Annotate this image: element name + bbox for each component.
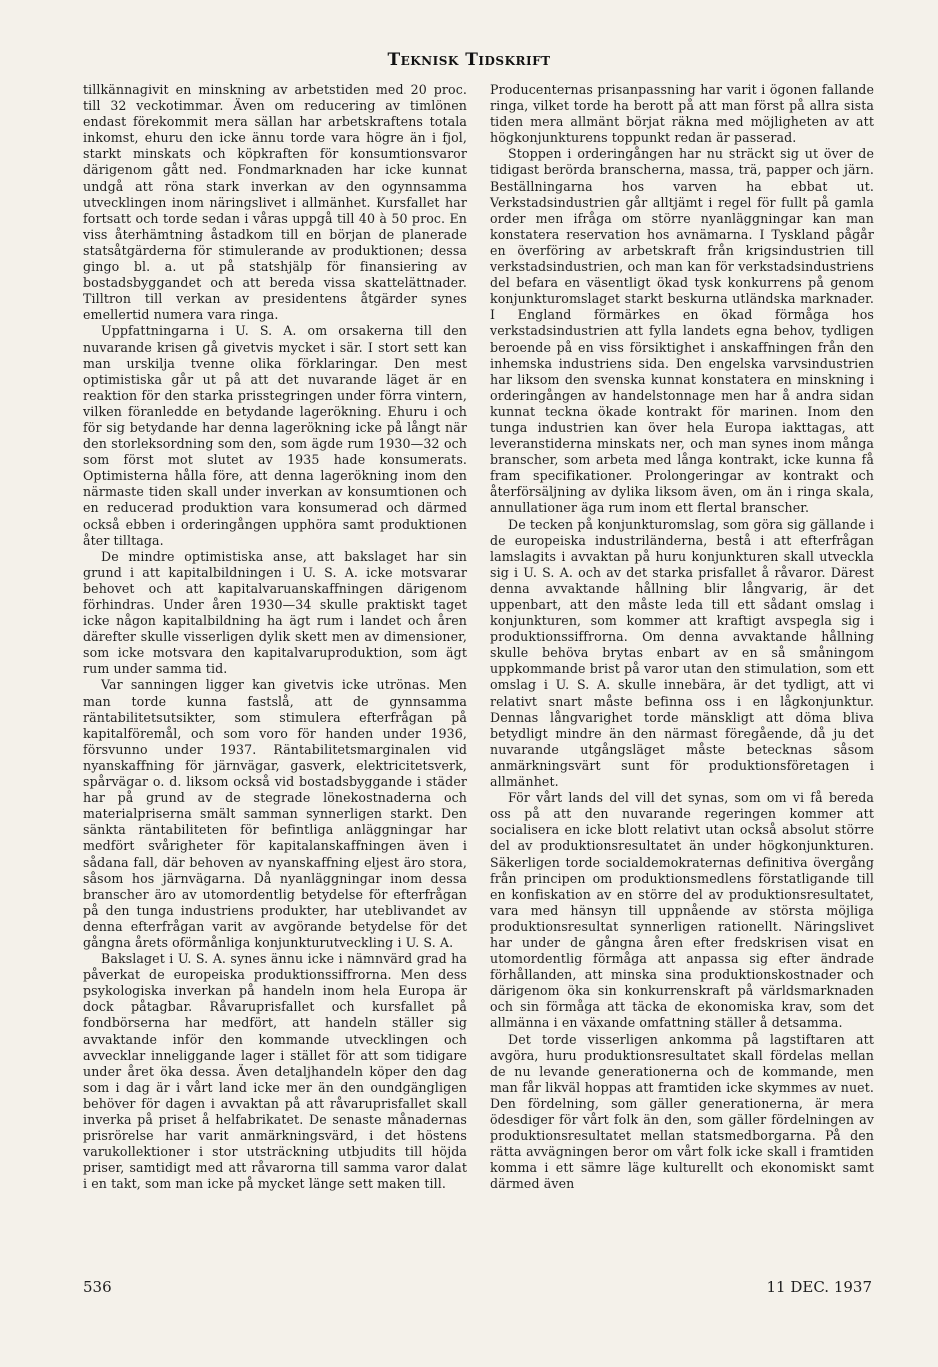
paragraph: För vårt lands del vill det synas, som om vi få bereda oss på att den nuvarande regeringen kommer att socialisera en icke blott relativt utan också absolut större del av produktionsresultatet än under högkonjunkturen. Säkerligen torde socialdemokraternas definitiva övergång från principen om produktionsmedlens förstatligande till en konfiskation av en större del av produktionsresultatet, vara med hänsyn till uppnående av största möjliga produktionsresultat synnerligen rationellt. Näringslivet har under de gångna åren efter fredskrisen visat en utomordentlig förmåga att anpassa sig efter ändrade förhållanden, att minska sina produktionskostnader och därigenom öka sin konkurrenskraft på världsmarknaden och sin förmåga att täcka de ekonomiska krav, som det allmänna i en växande omfattning ställer å detsamma.: [490, 790, 874, 1031]
right-column: [490, 82, 874, 1192]
paragraph: De mindre optimistiska anse, att bakslaget har sin grund i att kapitalbildningen i U. S. A. icke motsvarar behovet och att kapitalvaruanskaffningen därigenom förhindras. Under åren 1930—34 skulle praktiskt taget icke någon kapitalbildning ha ägt rum i landet och åren därefter skulle visserligen dylik skett men av dimensioner, som icke motsvara den kapitalvaruproduktion, som ägt rum under samma tid.: [83, 548, 467, 677]
issue-date: 11 DEC. 1937: [766, 1278, 872, 1296]
paragraph: Stoppen i orderingången har nu sträckt sig ut över de tidigast berörda branscherna, massa, trä, papper och järn. Beställningarna hos varven ha ebbat ut. Verkstadsindustrien går alltjämt i regel för fullt på gamla order men ifråga om större nyanläggningar kan man konstatera reservation hos avnämarna. I Tyskland pågår en överföring av arbetskraft från krigsindustrien till verkstadsindustrien, och man kan för verkstadsindustriens del befara en väsentligt ökad tysk konkurrens på genom konjunkturomslaget starkt beskurna utländska marknader. I England förmärkes en ökad förmåga hos verkstadsindustrien att fylla landets egna behov, tydligen beroende på en viss försiktighet i anskaffningen från den inhemska industriens sida. Den engelska varvsindustrien har liksom den svenska kunnat konstatera en minskning i orderingången av handelstonnage men har å andra sidan kunnat teckna ökade kontrakt för marinen. Inom den tunga industrien kan över hela Europa iakttagas, att leveranstiderna minskats ner, och man synes inom många branscher, som arbeta med långa kontrakt, icke kunna få fram specifikationer. Prolongeringar av kontrakt och återförsäljning av dylika liksom även, om än i ringa skala, annullationer äga rum inom ett flertal branscher.: [490, 146, 874, 516]
paragraph: tillkännagivit en minskning av arbetstiden med 20 proc. till 32 veckotimmar. Även om reducering av timlönen endast förekommit mera sällan har arbetskraftens totala inkomst, ehuru den icke ännu torde vara högre än i fjol, starkt minskats och köpkraften för konsumtionsvaror därigenom gått ned. Fondmarknaden har icke kunnat undgå att röna stark inverkan av den ogynnsamma utvecklingen inom näringslivet i allmänhet. Kursfallet har fortsatt och torde sedan i våras uppgå till 40 à 50 proc. En viss återhämtning åstadkom till en början de planerade statsåtgärderna för stimulerande av produktionen; dessa gingo bl. a. ut på statshjälp för finansiering av bostadsbyggandet och att bereda vissa skattelättnader. Tilltron till verkan av presidentens åtgärder synes emellertid numera vara ringa.: [83, 82, 467, 323]
left-column: [83, 82, 467, 1192]
journal-title: Teknisk Tidskrift: [387, 50, 551, 70]
paragraph: Det torde visserligen ankomma på lagstiftaren att avgöra, huru produktionsresultatet skall fördelas mellan de nu levande generationerna och de kommande, men man får likväl hoppas att framtiden icke skymmes av nuet. Den fördelning, som gäller generationerna, är mera ödesdiger för vårt folk än den, som gäller fördelningen av produktionsresultatet mellan statsmedborgarna. På den rätta avvägningen beror om vårt folk icke skall i framtiden komma i ett sämre läge kulturellt och ekonomiskt samt därmed även: [490, 1031, 874, 1192]
paragraph: Uppfattningarna i U. S. A. om orsakerna till den nuvarande krisen gå givetvis mycket i sär. I stort sett kan man urskilja tvenne olika förklaringar. Den mest optimistiska går ut på att det nuvarande läget är en reaktion för den starka prisstegringen under förra vintern, vilken föranledde en betydande lagerökning. Ehuru i och för sig betydande har denna lagerökning icke på långt när den storleksordning som den, som ägde rum 1930—32 och som först mot slutet av 1935 hade konsumerats. Optimisterna hålla före, att denna lagerökning inom den närmaste tiden skall under inverkan av konsumtionen och en reducerad produktion vara konsumerad och därmed också ebben i orderingången upphöra samt produktionen åter tilltaga.: [83, 323, 467, 548]
paragraph: Bakslaget i U. S. A. synes ännu icke i nämnvärd grad ha påverkat de europeiska produktionssiffrorna. Men dess psykologiska inverkan på handeln inom hela Europa är dock påtagbar. Råvaruprisfallet och kursfallet på fondbörserna har medfört, att handeln ställer sig avvaktande inför den kommande utvecklingen och avvecklar inneliggande lager i stället för att som tidigare under året öka dessa. Även detaljhandeln köper den dag som i dag är i vårt land icke mer än den oundgängligen behöver för dagen i avvaktan på att råvaruprisfallet skall inverka på priset å helfabrikatet. De senaste månadernas prisrörelse har varit anmärkningsvärd, i det höstens varukollektioner i stor utsträckning utbjudits till höjda priser, samtidigt med att råvarorna till samma varor dalat i en takt, som man icke på mycket länge sett maken till.: [83, 951, 467, 1192]
paragraph: Producenternas prisanpassning har varit i ögonen fallande ringa, vilket torde ha berott på att man först på allra sista tiden mera allmänt börjat räkna med möjligheten av att högkonjunkturens toppunkt redan är passerad.: [490, 82, 874, 146]
paragraph: Var sanningen ligger kan givetvis icke utrönas. Men man torde kunna fastslå, att de gynnsamma räntabilitetsutsikter, som stimulera efterfrågan på kapitalföremål, och som voro för handen under 1936, försvunno under 1937. Räntabilitetsmarginalen vid nyanskaffning för järnvägar, gasverk, elektricitetsverk, spårvägar o. d. liksom också vid bostadsbyggande i städer har på grund av de stegrade lönekostnaderna och materialpriserna smält samman synnerligen starkt. Den sänkta räntabiliteten för befintliga anläggningar har medfört svårigheter för kapitalanskaffningen även i sådana fall, där behoven av nyanskaffning eljest äro stora, såsom hos järnvägarna. Då nyanläggningar inom dessa branscher äro av utomordentlig betydelse för efterfrågan på den tunga industriens produkter, har uteblivandet av denna efterfrågan varit av avgörande betydelse för det gångna årets oförmånliga konjunkturutveckling i U. S. A.: [83, 677, 467, 950]
page-number: 536: [83, 1278, 112, 1296]
paragraph: De tecken på konjunkturomslag, som göra sig gällande i de europeiska industriländerna, bestå i att efterfrågan lamslagits i avvaktan på huru konjunkturen skall utveckla sig i U. S. A. och av det starka prisfallet å råvaror. Därest denna avvaktande hållning blir långvarig, är det uppenbart, att den måste leda till ett sådant omslag i konjunkturen, som kommer att kraftigt avspegla sig i produktionssiffrorna. Om denna avvaktande hållning skulle behöva brytas enbart av en så småningom uppkommande brist på varor utan den stimulation, som ett omslag i U. S. A. skulle innebära, är det tydligt, att vi relativt snart måste befinna oss i en lågkonjunktur. Dennas långvarighet torde mänskligt att döma bliva betydligt mindre än den närmast föregående, då ju det nuvarande utgångsläget måste betecknas såsom anmärkningsvärt sunt för produktionsföretagen i allmänhet.: [490, 516, 874, 790]
